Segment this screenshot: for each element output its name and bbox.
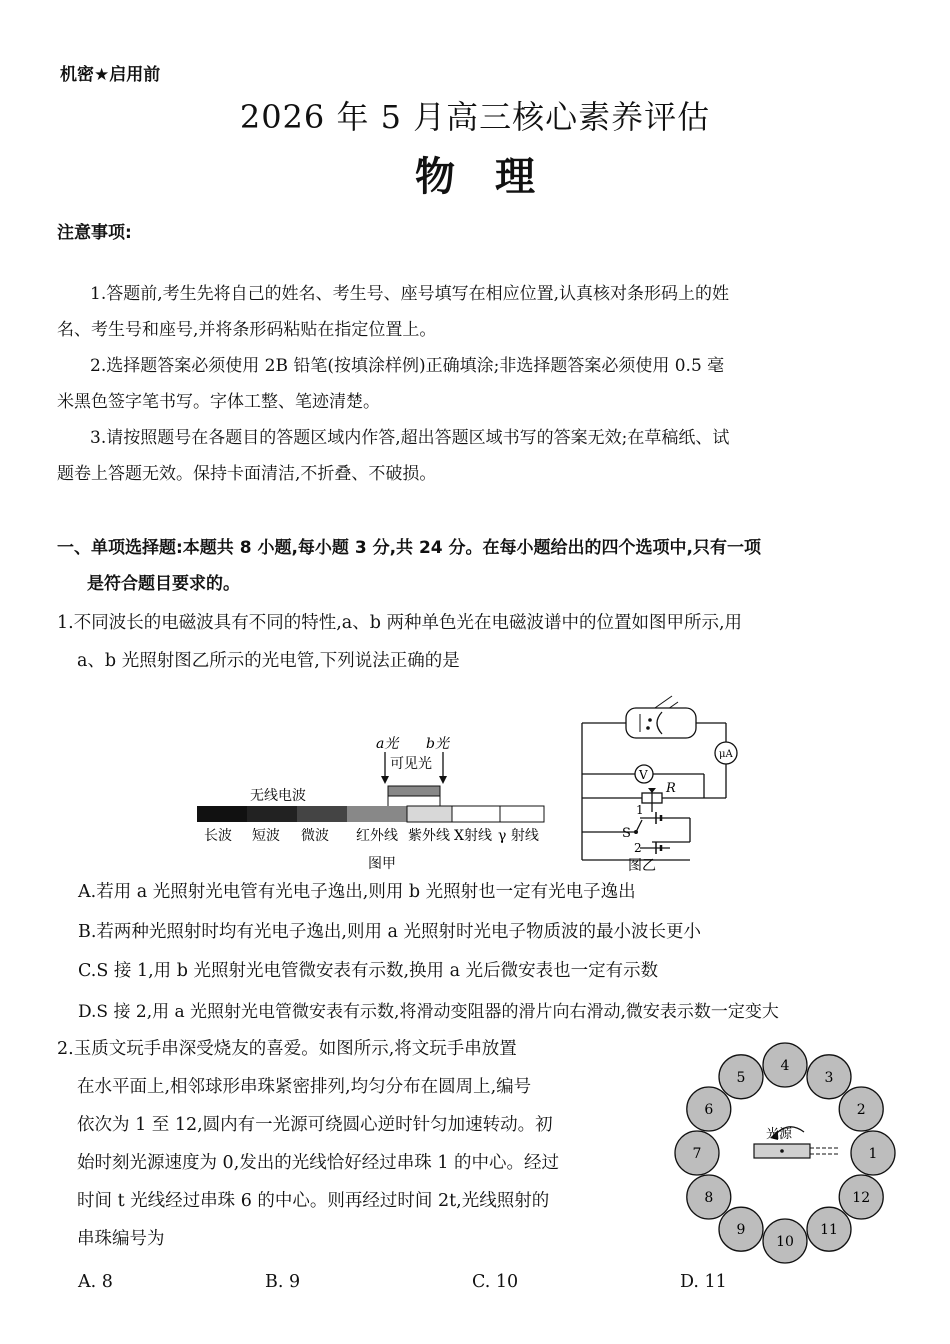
radio-wave-label: 无线电波 [250,788,306,804]
microammeter-label: μA [719,749,733,760]
question-2-stem: 2.玉质文玩手串深受烧友的喜爱。如图所示,将文玩手串放置 在水平面上,相邻球形串珠紧密排列,均匀分布在圆周上,编号 依次为 1 至 12,圆内有一光源可绕圆心逆时针匀加速转动。初 始时刻光源速度为 0,发出的光线恰好经过串珠 1 的中心。经过 时间 t 光线经过串珠 6 的中心。则再经过时间 2t,光线照射的 串珠编号为 [57,1039,560,1249]
notice-item-2: 2.选择题答案必须使用 2B 铅笔(按填涂样例)正确填涂;非选择题答案必须使用 0.5 毫 米黑色签字笔书写。字体工整、笔迹清楚。 [57,356,725,412]
band-microwave: 微波 [301,828,329,844]
bead-label-9: 9 [736,1222,746,1239]
bead-label-6: 6 [704,1102,714,1118]
figure-jia-caption: 图甲 [368,856,396,872]
contact-1-label: 1 [636,803,644,817]
bead-label-5: 5 [736,1069,746,1086]
band-short-wave: 短波 [252,828,280,844]
rheostat-label: R [666,781,676,796]
b-light-label: b光 [426,736,449,752]
bead-label-1: 1 [868,1146,878,1162]
band-infrared: 红外线 [356,828,398,844]
q2-option-d[interactable]: D. 11 [680,1272,727,1292]
band-xray: X射线 [454,828,492,844]
bead-label-11: 11 [820,1222,838,1239]
figure-circuit [570,692,750,874]
notice-item-1: 1.答题前,考生先将自己的姓名、考生号、座号填写在相应位置,认真核对条形码上的姓 名、考生号和座号,并将条形码粘贴在指定位置上。 [57,284,730,340]
notice-heading: 注意事项: [57,223,132,243]
band-long-wave: 长波 [204,828,232,844]
section-heading: 一、单项选择题:本题共 8 小题,每小题 3 分,共 24 分。在每小题给出的四个选项中,只有一项 是符合题目要求的。 [57,538,761,594]
q1-option-d[interactable]: D.S 接 2,用 a 光照射光电管微安表有示数,将滑动变阻器的滑片向右滑动,微安表示数一定变大 [78,1002,779,1022]
bead-label-8: 8 [704,1190,714,1206]
light-source-label: 光源 [766,1127,793,1142]
bead-label-2: 2 [856,1102,866,1118]
switch-label: S [622,826,631,841]
q2-option-a[interactable]: A. 8 [78,1272,113,1292]
confidential-mark: 机密★启用前 [60,65,161,85]
subject-title: 物理 [415,153,575,200]
q2-option-b[interactable]: B. 9 [265,1272,301,1292]
band-gamma: γ 射线 [498,828,539,844]
exam-title: 2026 年 5 月高三核心素养评估 [239,98,711,136]
bead-label-10: 10 [776,1234,794,1250]
q1-option-a[interactable]: A.若用 a 光照射光电管有光电子逸出,则用 b 光照射也一定有光电子逸出 [78,882,636,902]
visible-band [388,786,440,796]
voltmeter-label: V [639,768,648,782]
bead-label-4: 4 [780,1058,790,1074]
figure-yi-caption: 图乙 [628,858,656,874]
q1-option-c[interactable]: C.S 接 1,用 b 光照射光电管微安表有示数,换用 a 光后微安表也一定有示数 [78,961,659,981]
band-ultraviolet: 紫外线 [408,828,450,844]
bead-label-3: 3 [824,1069,834,1086]
question-1-stem: 1.不同波长的电磁波具有不同的特性,a、b 两种单色光在电磁波谱中的位置如图甲所示,用 a、b 光照射图乙所示的光电管,下列说法正确的是 [57,613,743,671]
figure-spectrum [190,728,560,876]
contact-2-label: 2 [634,841,642,855]
notice-list [57,276,897,492]
notice-item-3: 3.请按照题号在各题目的答题区域内作答,超出答题区域书写的答案无效;在草稿纸、试 题卷上答题无效。保持卡面清洁,不折叠、不破损。 [57,428,730,484]
visible-light-label: 可见光 [390,756,432,772]
bead-label-12: 12 [852,1190,871,1206]
bead-label-7: 7 [692,1146,702,1162]
q2-option-c[interactable]: C. 10 [472,1272,519,1292]
figure-beads [670,1040,900,1270]
q1-option-b[interactable]: B.若两种光照射时均有光电子逸出,则用 a 光照射时光电子物质波的最小波长更小 [78,922,702,942]
a-light-label: a光 [376,736,399,752]
